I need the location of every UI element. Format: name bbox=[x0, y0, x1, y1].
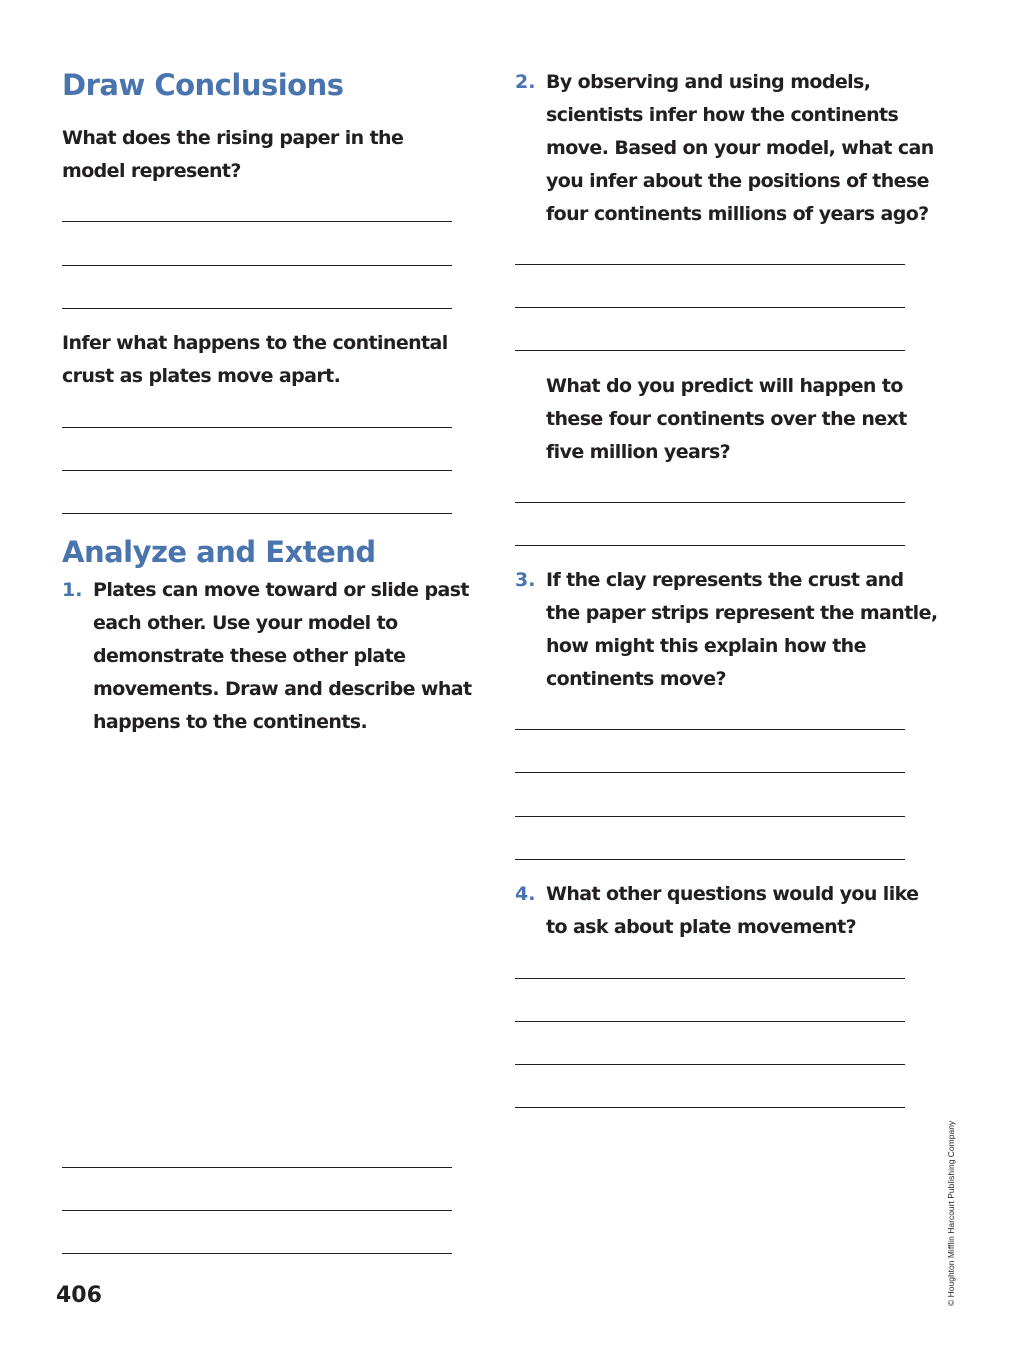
question-line: crust as plates move apart. bbox=[62, 365, 341, 387]
question-line: you infer about the positions of these bbox=[546, 170, 929, 192]
question-line: model represent? bbox=[62, 160, 241, 182]
analyze-extend-heading: Analyze and Extend bbox=[62, 535, 376, 569]
question-line: scientists infer how the continents bbox=[546, 104, 899, 126]
answer-line[interactable] bbox=[515, 1021, 905, 1022]
copyright-notice: © Houghton Mifflin Harcourt Publishing Company bbox=[946, 1120, 956, 1306]
item-number: 3. bbox=[515, 569, 536, 591]
answer-line[interactable] bbox=[62, 427, 452, 428]
question-line: four continents millions of years ago? bbox=[546, 203, 929, 225]
question-line: how might this explain how the bbox=[546, 635, 866, 657]
answer-line[interactable] bbox=[515, 264, 905, 265]
question-line: to ask about plate movement? bbox=[546, 916, 856, 938]
answer-line[interactable] bbox=[62, 265, 452, 266]
answer-line[interactable] bbox=[515, 350, 905, 351]
answer-line[interactable] bbox=[62, 513, 452, 514]
question-line: each other. Use your model to bbox=[93, 612, 398, 634]
question-infer-positions bbox=[546, 66, 934, 231]
question-rising-paper bbox=[62, 122, 403, 188]
answer-line[interactable] bbox=[62, 1210, 452, 1211]
question-line: the paper strips represent the mantle, bbox=[546, 602, 938, 624]
answer-line[interactable] bbox=[62, 308, 452, 309]
answer-line[interactable] bbox=[515, 816, 905, 817]
answer-line[interactable] bbox=[62, 221, 452, 222]
answer-line[interactable] bbox=[515, 859, 905, 860]
answer-line[interactable] bbox=[515, 729, 905, 730]
drawing-area[interactable] bbox=[62, 745, 452, 1145]
question-line: demonstrate these other plate bbox=[93, 645, 406, 667]
item-number: 4. bbox=[515, 883, 536, 905]
question-continental-crust bbox=[62, 327, 448, 393]
answer-line[interactable] bbox=[515, 1064, 905, 1065]
answer-line[interactable] bbox=[515, 772, 905, 773]
question-line: continents move? bbox=[546, 668, 726, 690]
question-other-questions bbox=[546, 878, 918, 944]
question-plate-movements bbox=[93, 574, 471, 739]
page-number: 406 bbox=[56, 1283, 102, 1308]
question-line: five million years? bbox=[546, 441, 731, 463]
question-line: Plates can move toward or slide past bbox=[93, 579, 469, 601]
answer-line[interactable] bbox=[62, 1167, 452, 1168]
question-line: What do you predict will happen to bbox=[546, 375, 903, 397]
question-line: happens to the continents. bbox=[93, 711, 368, 733]
answer-line[interactable] bbox=[515, 307, 905, 308]
answer-line[interactable] bbox=[515, 1107, 905, 1108]
answer-line[interactable] bbox=[515, 978, 905, 979]
question-line: What does the rising paper in the bbox=[62, 127, 404, 149]
question-predict-continents bbox=[546, 370, 907, 469]
question-line: By observing and using models, bbox=[546, 71, 871, 93]
item-number: 2. bbox=[515, 71, 536, 93]
draw-conclusions-heading: Draw Conclusions bbox=[62, 68, 344, 102]
question-clay-crust bbox=[546, 564, 938, 696]
answer-line[interactable] bbox=[515, 502, 905, 503]
question-line: move. Based on your model, what can bbox=[546, 137, 934, 159]
question-line: these four continents over the next bbox=[546, 408, 907, 430]
question-line: What other questions would you like bbox=[546, 883, 919, 905]
answer-line[interactable] bbox=[62, 1253, 452, 1254]
answer-line[interactable] bbox=[62, 470, 452, 471]
question-line: If the clay represents the crust and bbox=[546, 569, 904, 591]
question-line: movements. Draw and describe what bbox=[93, 678, 472, 700]
question-line: Infer what happens to the continental bbox=[62, 332, 448, 354]
item-number: 1. bbox=[62, 579, 83, 601]
answer-line[interactable] bbox=[515, 545, 905, 546]
